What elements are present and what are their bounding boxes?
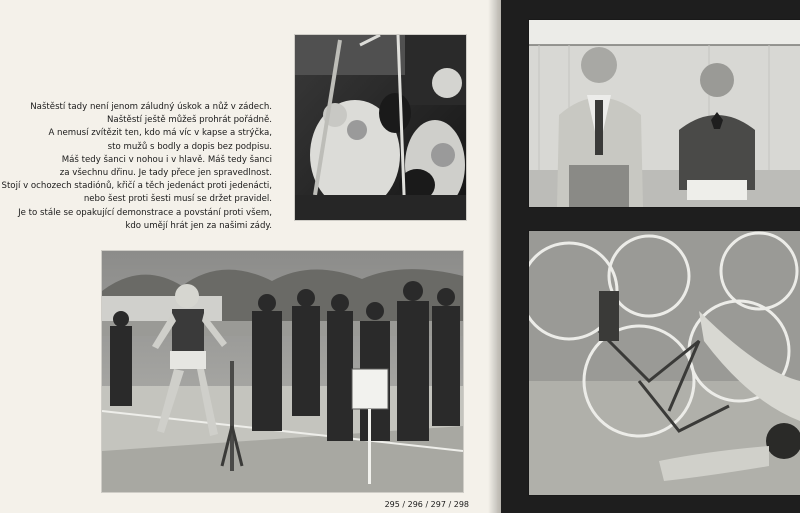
players-bench-image [529,20,800,207]
hockey-fans-image [295,35,466,220]
poem-line: sto mužů s bodly a dopis bez podpisu. [107,141,272,152]
poem-line: Naštěstí tady není jenom záludný úskok a nůž v zádech. [30,102,272,112]
right-page [501,0,800,513]
cycling-crash-photo [529,231,800,495]
poem-line: Stojí v ochozech stadiónů, křičí a těch jedenáct proti jedenácti, [1,181,272,192]
poem-text [0,101,272,233]
page-numbers: 295 / 296 / 297 / 298 [384,500,469,509]
race-finish-photo [102,251,463,492]
poem-line: Je to stále se opakující demonstrace a povstání proti všem, [18,207,272,218]
poem-line: Naštěstí ještě můžeš prohrát pořádně. [107,115,272,126]
hockey-fans-photo [295,35,466,220]
race-finish-image [102,251,463,492]
cycling-crash-image [529,231,800,495]
players-bench-photo [529,20,800,207]
poem-line: za všechnu dřinu. Je tady přece jen spravedlnost. [59,168,272,179]
poem-line: A nemusí zvítězit ten, kdo má víc v kapse a strýčka, [48,128,272,139]
poem-line: Máš tedy šanci v nohou i v hlavě. Máš tedy šanci [61,154,272,165]
poem-line: kdo umějí hrát jen za našimi zády. [125,220,272,231]
poem-line: nebo šest proti šesti musí se držet pravidel. [83,194,272,205]
